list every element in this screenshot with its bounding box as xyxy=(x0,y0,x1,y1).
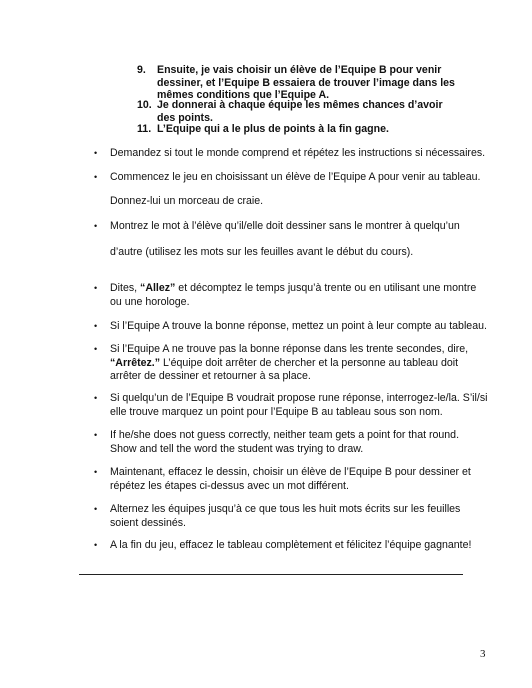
bullet-text: Montrez le mot à l’élève qu’il/elle doit dessiner sans le montrer à quelqu’un xyxy=(110,220,460,232)
bullet-item xyxy=(94,171,488,208)
bullet-item xyxy=(94,429,488,456)
bullet-marker: • xyxy=(94,467,98,477)
bullet-item xyxy=(94,392,488,419)
bullet-text: Si l’Equipe A trouve la bonne réponse, mettez un point à leur compte au tableau. xyxy=(110,320,487,332)
bullet-text xyxy=(110,282,488,309)
bullet-marker: • xyxy=(94,148,98,158)
numbered-item xyxy=(137,99,457,124)
bullet-marker: • xyxy=(94,172,98,182)
bullet-text: If he/she does not guess correctly, neither team gets a point for that round. Show and tell the word the student was trying to draw. xyxy=(110,429,460,455)
bullet-marker: • xyxy=(94,344,98,354)
item-number: 11. xyxy=(137,123,152,135)
bullet-marker: • xyxy=(94,540,98,550)
item-text: L’Equipe qui a le plus de points à la fin gagne. xyxy=(157,123,389,135)
bullet-text: Commencez le jeu en choisissant un élève de l’Equipe A pour venir au tableau. xyxy=(110,171,481,183)
bullet-text xyxy=(110,343,488,384)
arretez-keyword: “Arrêtez.” xyxy=(110,356,161,369)
text-pre: Si l’Equipe A ne trouve pas la bonne réponse dans les trente secondes, dire, xyxy=(110,343,469,355)
bullet-text: A la fin du jeu, effacez le tableau complètement et félicitez l’équipe gagnante! xyxy=(110,539,472,551)
bullet-item xyxy=(94,466,488,493)
bullet-item xyxy=(94,220,488,259)
bullet-text: Maintenant, effacez le dessin, choisir un élève de l’Equipe B pour dessiner et répétez les étapes ci-dessus avec un mot différent. xyxy=(110,466,471,492)
bullet-marker: • xyxy=(94,430,98,440)
bullet-marker: • xyxy=(94,504,98,514)
bullet-item xyxy=(94,147,488,161)
allez-keyword: “Allez” xyxy=(140,282,176,294)
bullet-text-continued: Donnez-lui un morceau de craie. xyxy=(110,194,264,207)
bullet-marker: • xyxy=(94,283,98,293)
page-number: 3 xyxy=(480,648,486,660)
numbered-item xyxy=(137,123,457,136)
bullet-item xyxy=(94,539,488,553)
bullet-item xyxy=(94,282,488,309)
bullet-marker: • xyxy=(94,321,98,331)
bullet-marker: • xyxy=(94,393,98,403)
text-post: et décomptez le temps jusqu’à trente ou en utilisant une montre ou une horologe. xyxy=(110,282,477,308)
item-text: Ensuite, je vais choisir un élève de l’Equipe B pour venir dessiner, et l’Equipe B essaiera de trouver l’image dans les mêmes conditions que l’Equipe A. xyxy=(157,64,455,101)
bullet-text: Alternez les équipes jusqu’à ce que tous les huit mots écrits sur les feuilles soient dessinés. xyxy=(110,503,461,529)
bullet-text: Demandez si tout le monde comprend et répétez les instructions si nécessaires. xyxy=(110,147,486,159)
text-pre: Dites, xyxy=(110,282,141,294)
bullet-text-continued: d’autre (utilisez les mots sur les feuilles avant le début du cours). xyxy=(110,245,414,258)
item-number: 10. xyxy=(137,99,152,111)
item-text: Je donnerai à chaque équipe les mêmes chances d’avoir des points. xyxy=(157,99,443,124)
bullet-item xyxy=(94,320,488,334)
horizontal-rule xyxy=(79,574,463,575)
bullet-item xyxy=(94,503,488,530)
item-number: 9. xyxy=(137,64,146,76)
numbered-item xyxy=(137,64,457,102)
text-post: L’équipe doit arrêter de chercher et la personne au tableau doit arrêter de dessiner et retourner à sa place. xyxy=(110,356,459,382)
bullet-text: Si quelqu’un de l’Equipe B voudrait propose rune réponse, interrogez-le/la. S’il/si elle trouve marquez un point pour l’Equipe B au tableau sous son nom. xyxy=(110,392,488,418)
bullet-marker: • xyxy=(94,221,98,231)
bullet-item xyxy=(94,343,488,384)
